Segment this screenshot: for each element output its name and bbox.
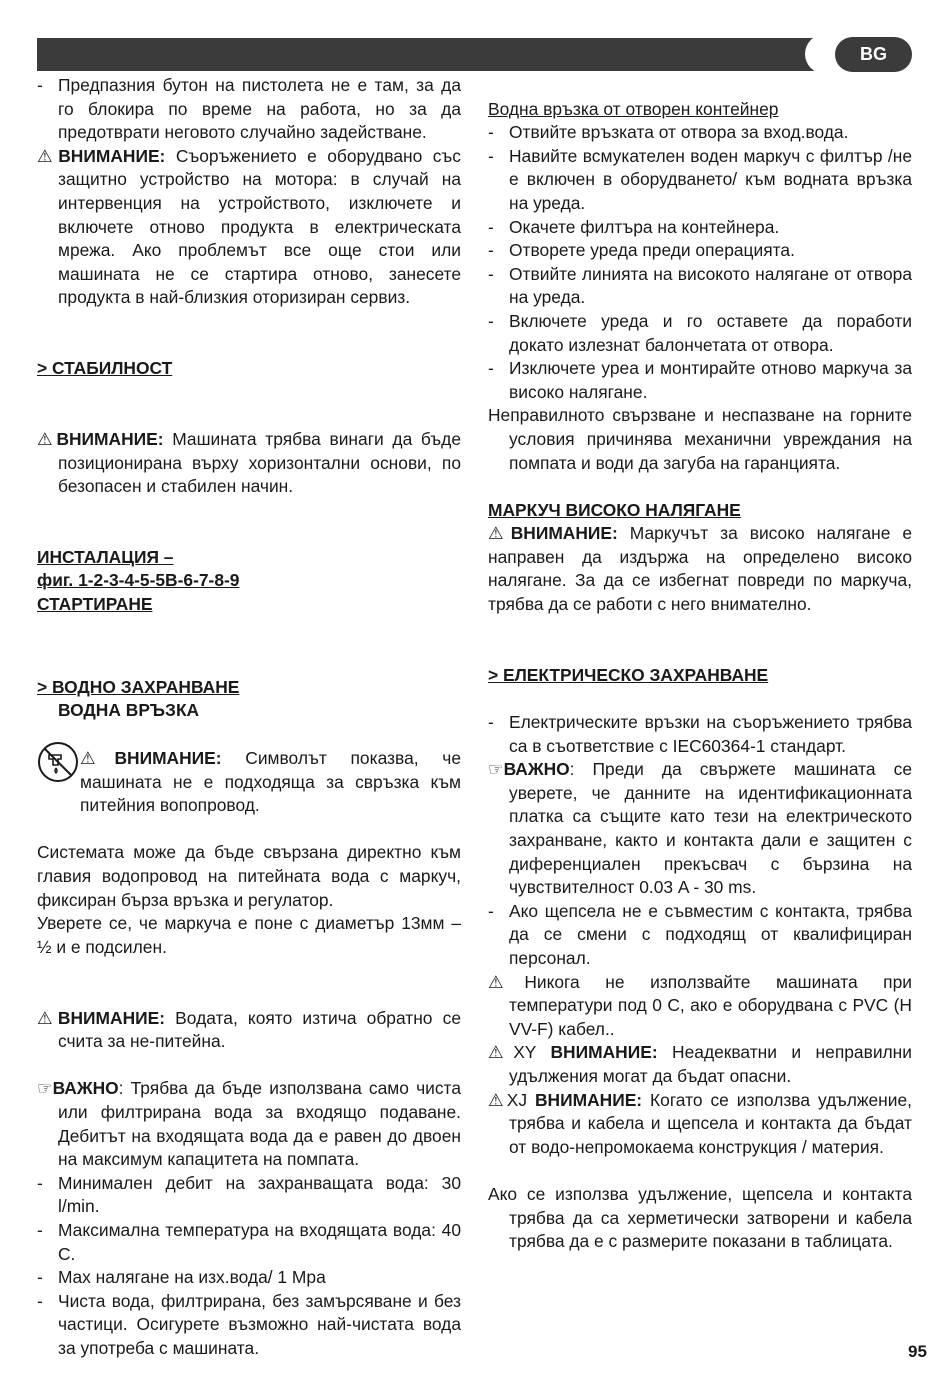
no-drinking-water-icon [37,741,79,783]
safety-trigger-note: - Предпазния бутон на пистолета не е там, за да го блокира по време на работа, но за да предотврати неговото случайно задействане. [37,75,461,143]
warning-hose: ⚠ВНИМАНИЕ: Маркучът за високо налягане е направен да издържа на определено високо налягане. За да се избегнат повреди по маркуча, трябва да се работи с него внимателно. [488,523,912,615]
list-item: - Включете уреда и го оставете да поработи докато излезнат балончетата от отвора. [488,310,912,355]
heading-open-container: Водна връзка от отворен контейнер [488,98,779,119]
warning-extension-xy: ⚠XY ВНИМАНИЕ: Неадекватни и неправилни удължения могат да бъдат опасни. [488,1042,912,1086]
warning-triangle-icon: ⚠ [488,523,511,544]
list-item: - Отвийте линията на високото налягане от отвора на уреда. [488,263,912,308]
paragraph-wrong-connection: Неправилното свързване и неспазване на горните условия причинява механични увреждания на помпата и води да загуба на гаранцията. [488,405,912,473]
warning-triangle-icon: ⚠ [488,971,525,992]
list-item: - Ако щепсела не е съвместим с контакта, трябва да се смени с подходящ от квалифициран персонал. [488,900,912,968]
list-item: - Max налягане на изх.вода/ 1 Mpa [37,1267,326,1288]
left-column [37,74,461,1360]
important-electrical: ☞ВАЖНО: Преди да свържете машината се уверете, че данните на идентификационната платка са същите като тези на електрическото захранване, както и контакта дали е защитен с диференциален прекъсвач с бързина на чувствителност 0.03 A - 30 ms. [488,759,912,898]
list-item: - Навийте всмукателен воден маркуч с филтър /не е включен в оборудването/ към водната връзка на уреда. [488,145,912,213]
warning-motor-protection: ⚠ВНИМАНИЕ: Съоръжението е оборудвано със защитно устройство на мотора: в случай на интервенция на устройството, изключете и включете отново продукта в електрическата мрежа. Ако проблемът все още стои или машината не се стартира отново, занесете продукта в най-близкия оторизиран сервиз. [37,145,461,308]
list-item: - Отвийте връзката от отвора за вход.вода. [488,122,849,143]
warning-triangle-icon: ⚠ [80,748,115,769]
heading-water-supply: > ВОДНО ЗАХРАНВАНЕ [37,676,240,697]
list-item: - Изключете уреа и монтирайте отново маркуча за високо налягане. [488,358,912,402]
warning-triangle-icon: ⚠ [488,1042,514,1063]
right-column [488,74,912,1254]
list-item: - Чиста вода, филтрирана, без замърсяване и без частици. Осигурете възможно най-чистата вода за употреба с машината. [37,1290,461,1358]
warning-stability: ⚠ВНИМАНИЕ: Машината трябва винаги да бъде позиционирана върху хоризонтални основи, по безопасен и стабилен начин. [37,428,461,497]
language-badge: BG [835,37,912,72]
warning-triangle-icon: ⚠ [37,1007,58,1028]
heading-stability: > СТАБИЛНОСТ [37,358,173,379]
paragraph-direct-connection: Системата може да бъде свързана директно към главия водопровод на питейната вода с маркуч, фиксиран бърза връзка и регулатор. [37,842,461,910]
pointing-hand-icon: ☞ [488,759,504,780]
heading-water-connection: ВОДНА ВРЪЗКА [58,700,200,721]
warning-extension-xj: ⚠XJ ВНИМАНИЕ: Когато се използва удължение, трябва и кабела и щепсела и контакта да бъдат от водо-непромокаема конструкция / материя. [488,1089,912,1157]
heading-installation: ИНСТАЛАЦИЯ – [37,546,174,567]
warning-triangle-icon: ⚠ [37,428,57,449]
heading-high-pressure-hose: МАРКУЧ ВИСОКО НАЛЯГАНЕ [488,499,741,520]
paragraph-extension: Ако се използва удължение, щепсела и контакта трябва да са херметически затворени и кабела трябва да е с размерите показани в таблицата. [488,1183,912,1252]
warning-triangle-icon: ⚠ [488,1089,507,1110]
list-item: - Електрическите връзки на съоръжението трябва са в съответствие с IEC60364-1 стандарт. [488,712,912,756]
paragraph-hose-diameter: Уверете се, че маркуча е поне с диаметър 13мм – ½ и е подсилен. [37,913,461,957]
pointing-hand-icon: ☞ [37,1078,53,1099]
header-bar [37,38,827,71]
warning-triangle-icon: ⚠ [37,145,59,166]
list-item: - Окачете филтъра на контейнера. [488,216,780,237]
important-clean-water: ☞ВАЖНО: Трябва да бъде използвана само чиста или филтрирана вода за входящо подаване. Дебитът на входящата вода да е равен до двоен на максимум капацитета на помпата. [37,1078,461,1170]
heading-figures: фиг. 1-2-3-4-5-5B-6-7-8-9 [37,570,240,591]
page-number: 95 [908,1342,927,1361]
heading-startup: СТАРТИРАНЕ [37,594,153,615]
warning-non-potable: ⚠ВНИМАНИЕ: Символът показва, че машината не е подходяща за свръзка към питейния вопопровод. [37,747,461,818]
heading-electrical-supply: > ЕЛЕКТРИЧЕСКО ЗАХРАНВАНЕ [488,664,769,685]
warning-low-temperature: ⚠Никога не използвайте машината при температури под 0 C, ако е оборудвана с PVC (H VV-F) кабел.. [488,971,912,1039]
list-item: - Максимална температура на входящата вода: 40 C. [37,1219,461,1264]
list-item: - Минимален дебит на захранващата вода: 30 l/min. [37,1172,461,1217]
list-item: - Отворете уреда преди операцията. [488,240,795,261]
warning-backflow: ⚠ВНИМАНИЕ: Водата, която изтича обратно се счита за не-питейна. [37,1007,461,1052]
